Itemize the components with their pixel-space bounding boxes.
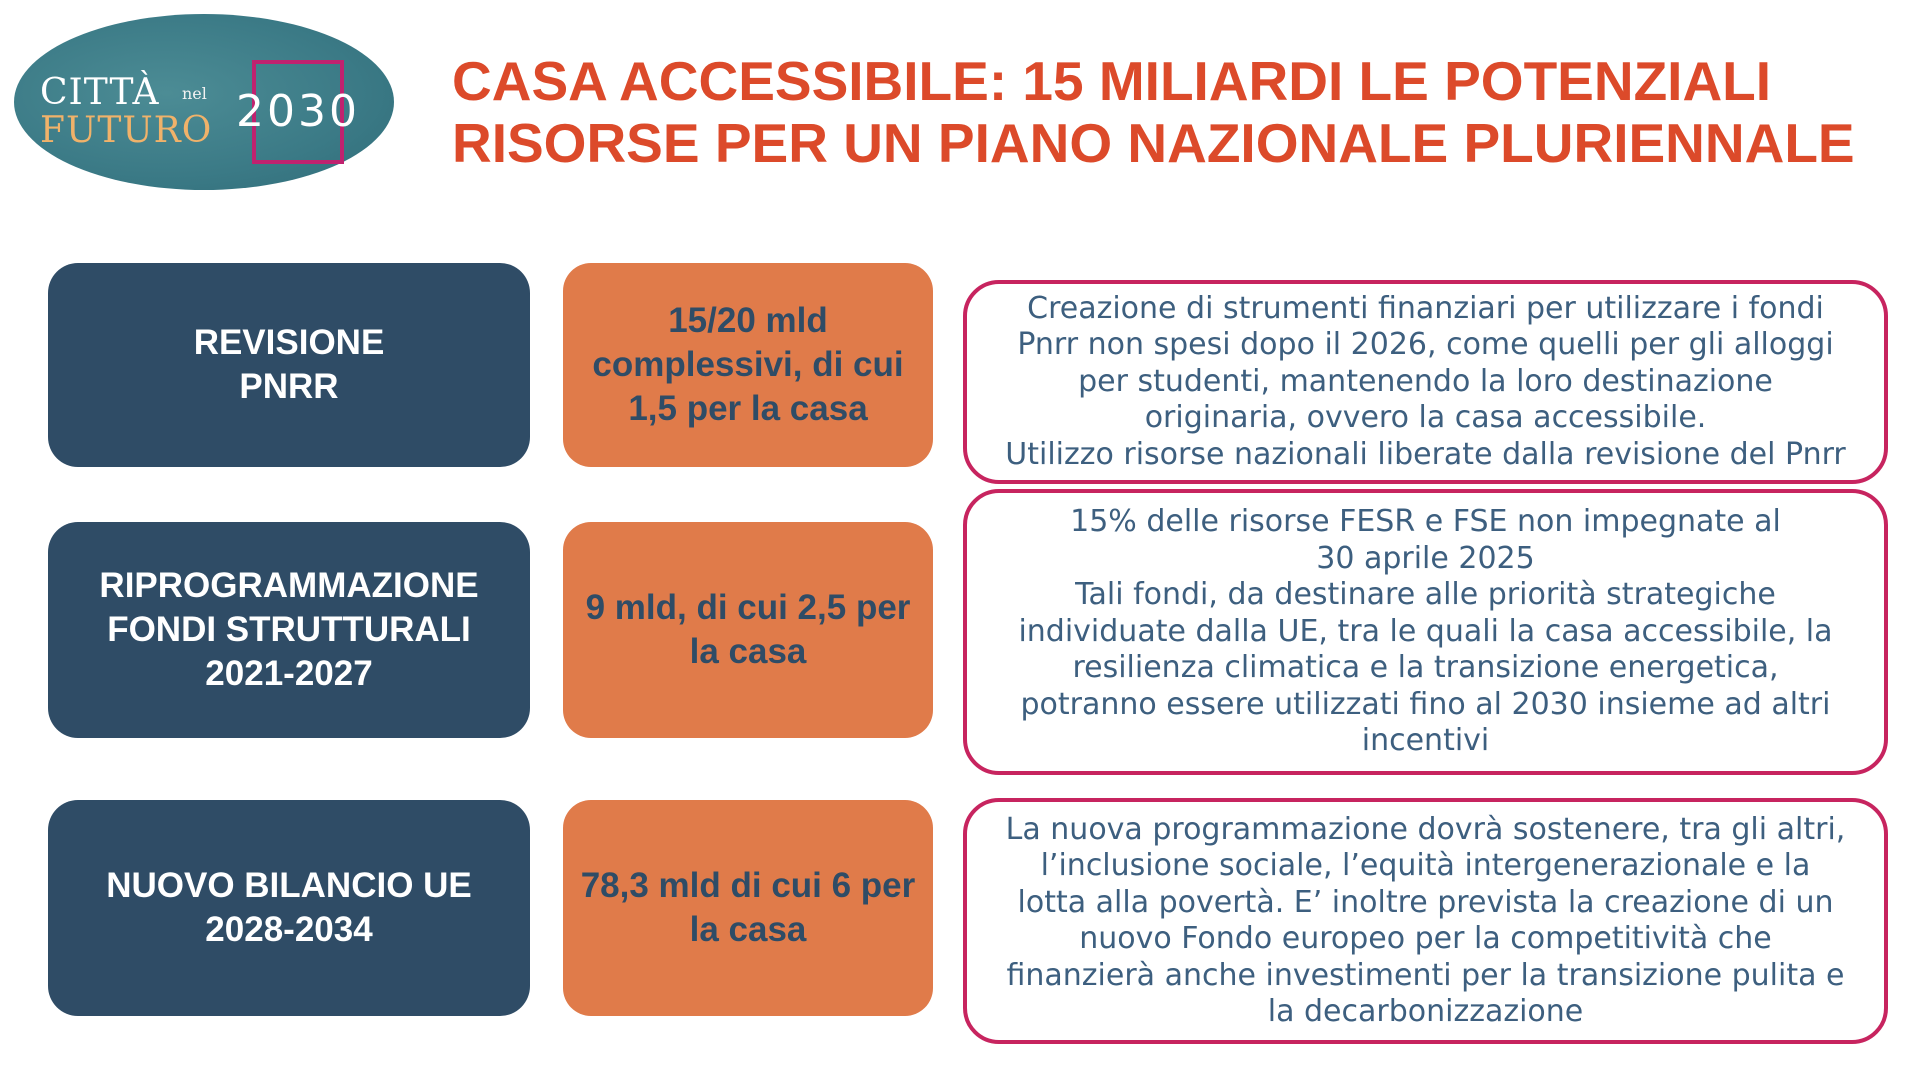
page-title-line-1: CASA ACCESSIBILE: 15 MILIARDI LE POTENZIALI <box>452 50 1772 112</box>
row-2-description-line: 15% delle risorse FESR e FSE non impegnate al <box>1070 504 1781 540</box>
row-1-description-line: per studenti, mantenendo la loro destinazione <box>1078 363 1773 399</box>
row-2-description-line: Tali fondi, da destinare alle priorità strategiche <box>1075 577 1776 613</box>
page-title-line-2: RISORSE PER UN PIANO NAZIONALE PLURIENNALE <box>452 112 1855 174</box>
row-3-label-line-1: NUOVO BILANCIO UE <box>106 866 472 905</box>
page-title <box>452 50 1892 174</box>
row-3-label-line-2: 2028-2034 <box>205 910 373 949</box>
row-1-description-line: Pnrr non spesi dopo il 2026, come quelli per gli alloggi <box>1017 327 1834 363</box>
row-1-label-line-2: PNRR <box>239 367 339 406</box>
row-3-description-line: La nuova programmazione dovrà sostenere, tra gli altri, <box>1005 811 1846 847</box>
row-3-description-line: nuovo Fondo europeo per la competitività che <box>1079 921 1772 956</box>
row-3-description-box <box>963 798 1888 1044</box>
row-2-label-line-3: 2021-2027 <box>205 654 373 693</box>
row-2-description-line: individuate dalla UE, tra le quali la casa accessibile, la <box>1018 613 1833 649</box>
row-3-amount-text: 78,3 mld di cui 6 per la casa <box>580 866 916 949</box>
logo-citta-text: CITTÀ <box>40 72 160 113</box>
row-3-description-line: l’inclusione sociale, l’equità intergenerazionale e la <box>1040 848 1811 883</box>
row-2-label-line-1: RIPROGRAMMAZIONE <box>99 566 479 605</box>
logo-year-text: 2030 <box>236 86 360 137</box>
citta-nel-futuro-logo <box>14 14 394 190</box>
row-1-amount-text: 15/20 mld complessivi, di cui 1,5 per la casa <box>592 301 904 428</box>
row-3-description-line: lotta alla povertà. E’ inoltre prevista la creazione di un <box>1017 884 1834 920</box>
row-1-description-line: Creazione di strumenti finanziari per utilizzare i fondi <box>1027 290 1824 326</box>
row-2-description-box <box>963 489 1888 775</box>
row-3-label-box <box>48 800 530 1016</box>
row-2-description-line: potranno essere utilizzati fino al 2030 insieme ad altri <box>1020 686 1831 722</box>
row-2-label-line-2: FONDI STRUTTURALI <box>107 610 471 649</box>
row-2-description-line: resilienza climatica e la transizione energetica, <box>1072 650 1779 686</box>
row-2-label-box <box>48 522 530 738</box>
row-1-amount-box <box>563 263 933 467</box>
row-2-amount-box <box>563 522 933 738</box>
logo-futuro-text: FUTURO <box>40 110 213 151</box>
row-2-description-line: incentivi <box>1361 723 1490 759</box>
row-3-amount-box <box>563 800 933 1016</box>
row-3-description-line: finanzierà anche investimenti per la transizione pulita e <box>1006 957 1845 993</box>
logo-nel-text: nel <box>182 84 207 103</box>
row-1-description-line: originaria, ovvero la casa accessibile. <box>1144 400 1707 436</box>
row-3-description-line: la decarbonizzazione <box>1267 994 1584 1029</box>
row-1-label-line-1: REVISIONE <box>193 323 385 362</box>
row-2-amount-text: 9 mld, di cui 2,5 per la casa <box>585 588 911 671</box>
row-1-label-box <box>48 263 530 467</box>
row-1-description-line: Utilizzo risorse nazionali liberate dalla revisione del Pnrr <box>1005 436 1846 472</box>
row-2-description-line: 30 aprile 2025 <box>1316 540 1535 576</box>
row-1-description-box <box>963 280 1888 484</box>
